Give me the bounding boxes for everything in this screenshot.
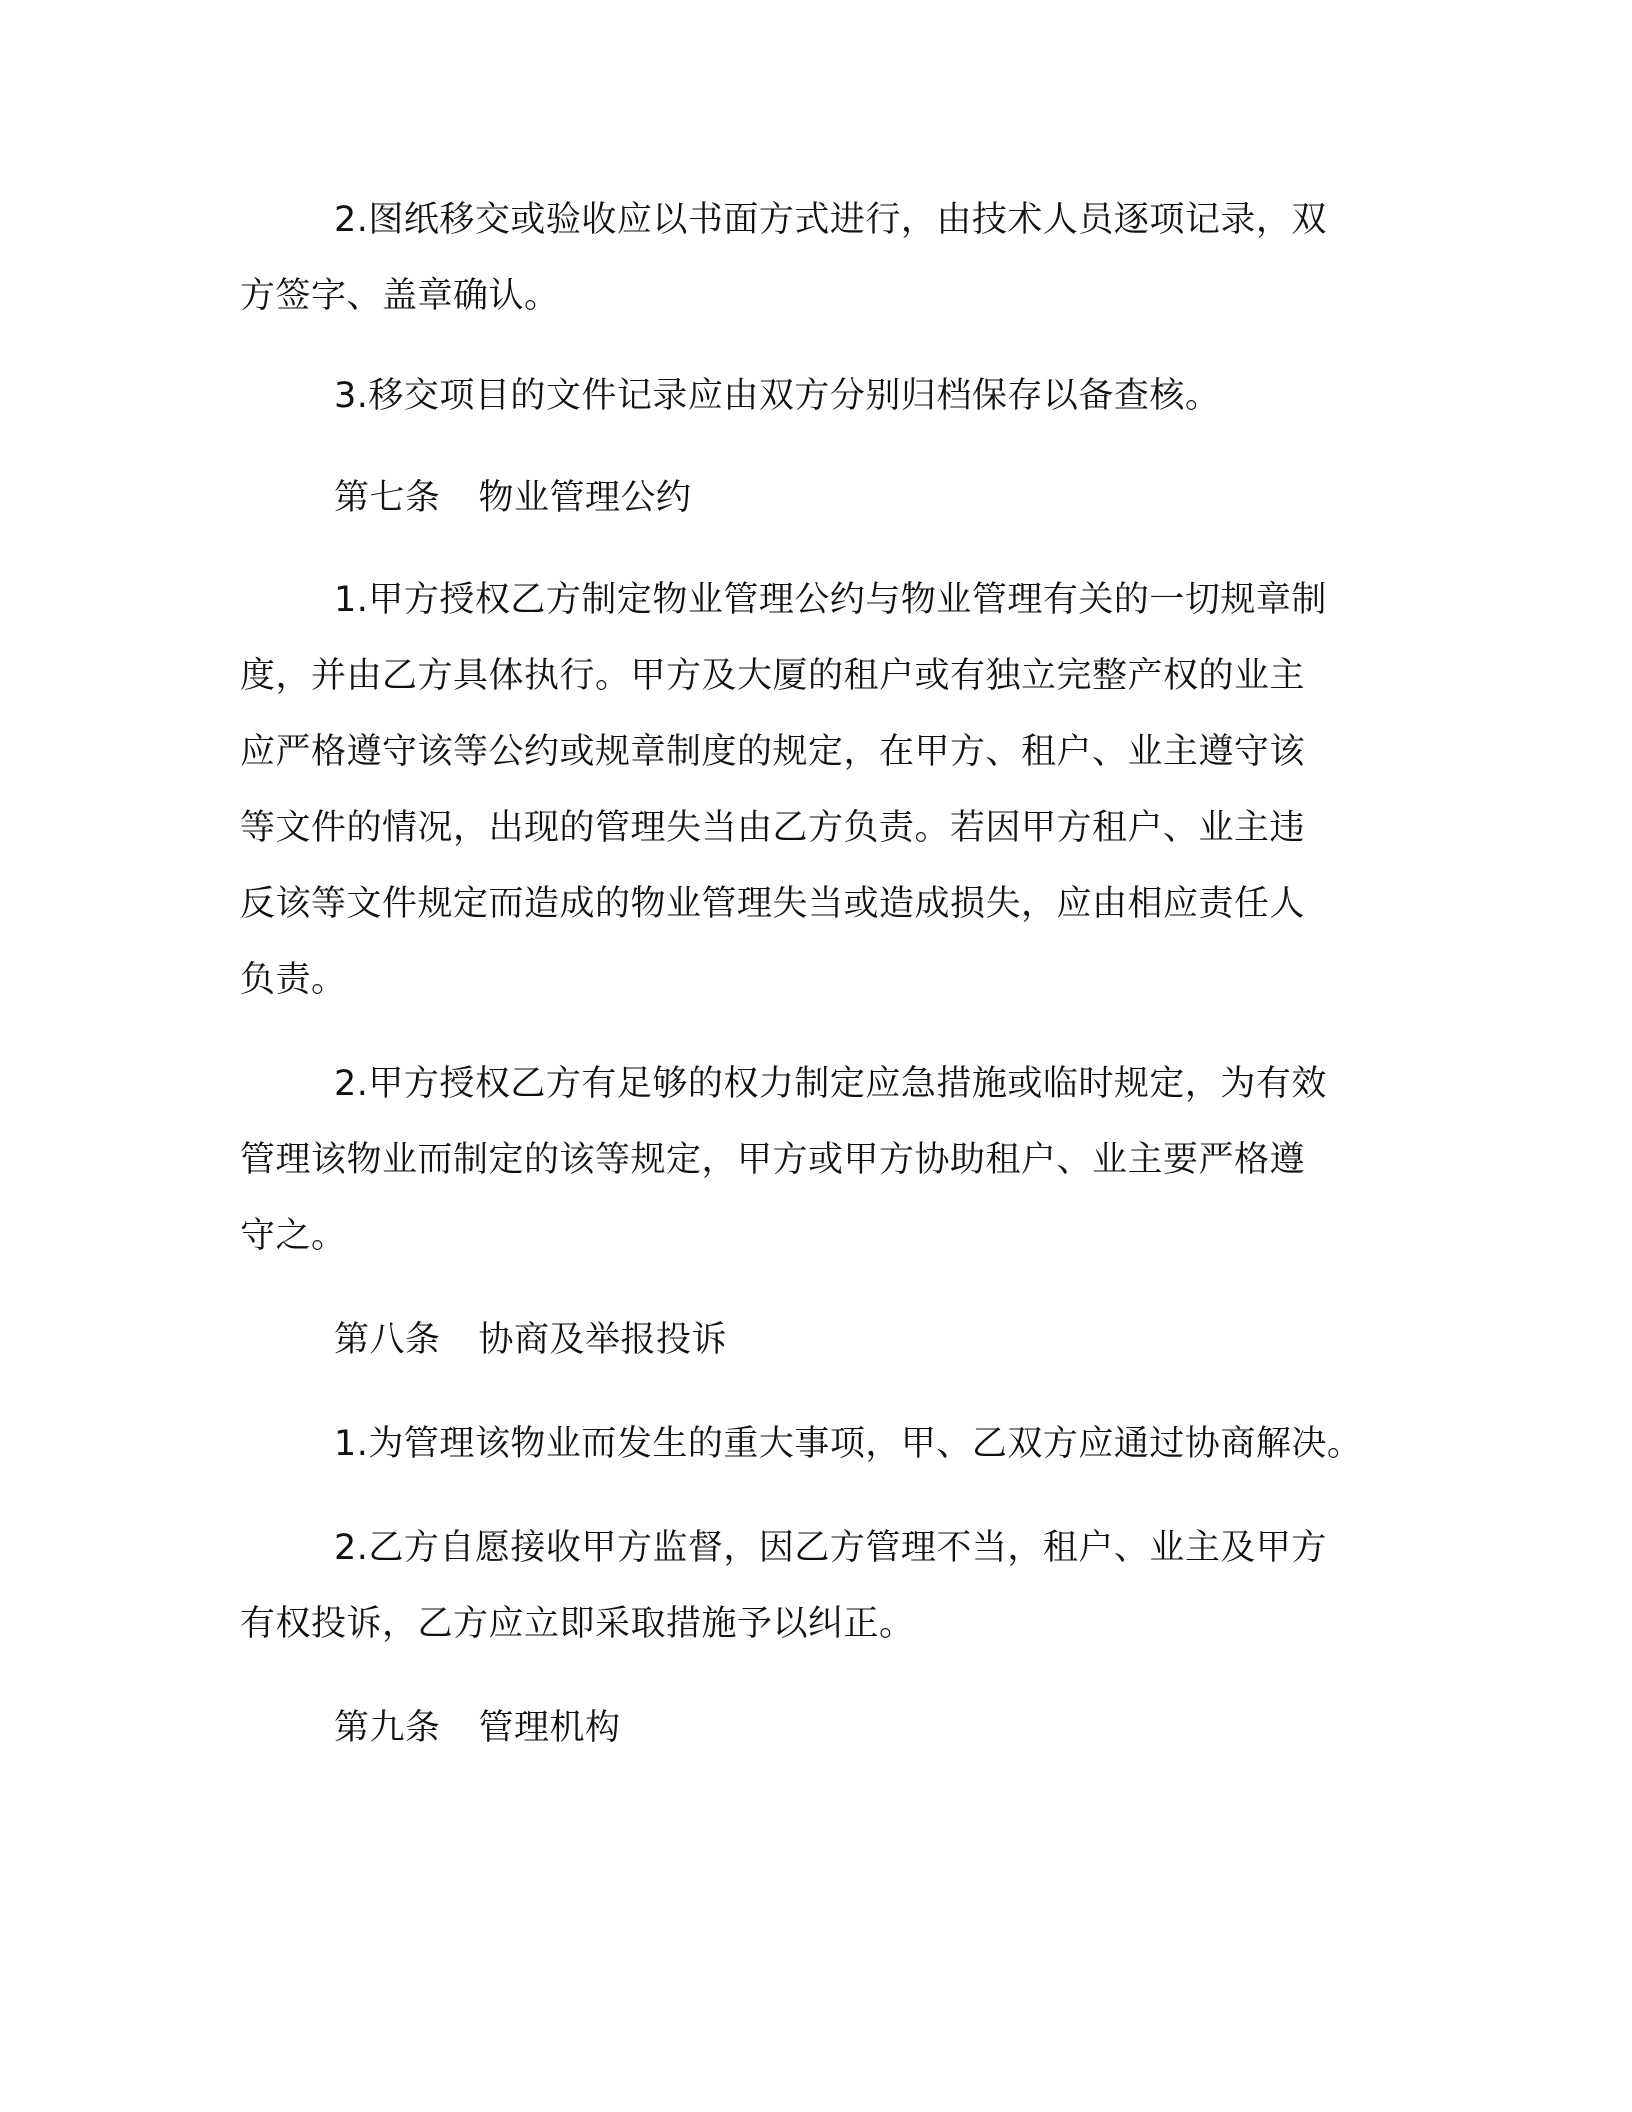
paragraph-line: 2.图纸移交或验收应以书面方式进行，由技术人员逐项记录，双	[334, 200, 1327, 240]
paragraph-line: 负责。	[240, 960, 347, 1000]
paragraph-line: 应严格遵守该等公约或规章制度的规定，在甲方、租户、业主遵守该	[240, 732, 1306, 772]
paragraph-line: 1.甲方授权乙方制定物业管理公约与物业管理有关的一切规章制	[334, 580, 1327, 620]
paragraph-line: 1.为管理该物业而发生的重大事项，甲、乙双方应通过协商解决。	[334, 1424, 1363, 1464]
paragraph-line: 2.乙方自愿接收甲方监督，因乙方管理不当，租户、业主及甲方	[334, 1528, 1327, 1568]
section-heading-7	[334, 478, 692, 518]
paragraph-line: 有权投诉，乙方应立即采取措施予以纠正。	[240, 1604, 915, 1644]
section-title: 协商及举报投诉	[478, 1320, 728, 1360]
paragraph-line: 等文件的情况，出现的管理失当由乙方负责。若因甲方租户、业主违	[240, 808, 1306, 848]
paragraph-line: 度，并由乙方具体执行。甲方及大厦的租户或有独立完整产权的业主	[240, 656, 1306, 696]
section-number: 第九条	[334, 1708, 441, 1748]
section-title: 管理机构	[478, 1708, 621, 1748]
paragraph-line: 守之。	[240, 1216, 347, 1256]
paragraph-line: 管理该物业而制定的该等规定，甲方或甲方协助租户、业主要严格遵	[240, 1140, 1306, 1180]
section-heading-8	[334, 1320, 727, 1360]
section-number: 第八条	[334, 1320, 441, 1360]
section-title: 物业管理公约	[478, 478, 692, 518]
section-heading-9	[334, 1708, 621, 1748]
paragraph-line: 方签字、盖章确认。	[240, 276, 560, 316]
paragraph-line: 2.甲方授权乙方有足够的权力制定应急措施或临时规定，为有效	[334, 1064, 1327, 1104]
paragraph-line: 3.移交项目的文件记录应由双方分别归档保存以备查核。	[334, 376, 1221, 416]
section-number: 第七条	[334, 478, 441, 518]
paragraph-line: 反该等文件规定而造成的物业管理失当或造成损失，应由相应责任人	[240, 884, 1306, 924]
